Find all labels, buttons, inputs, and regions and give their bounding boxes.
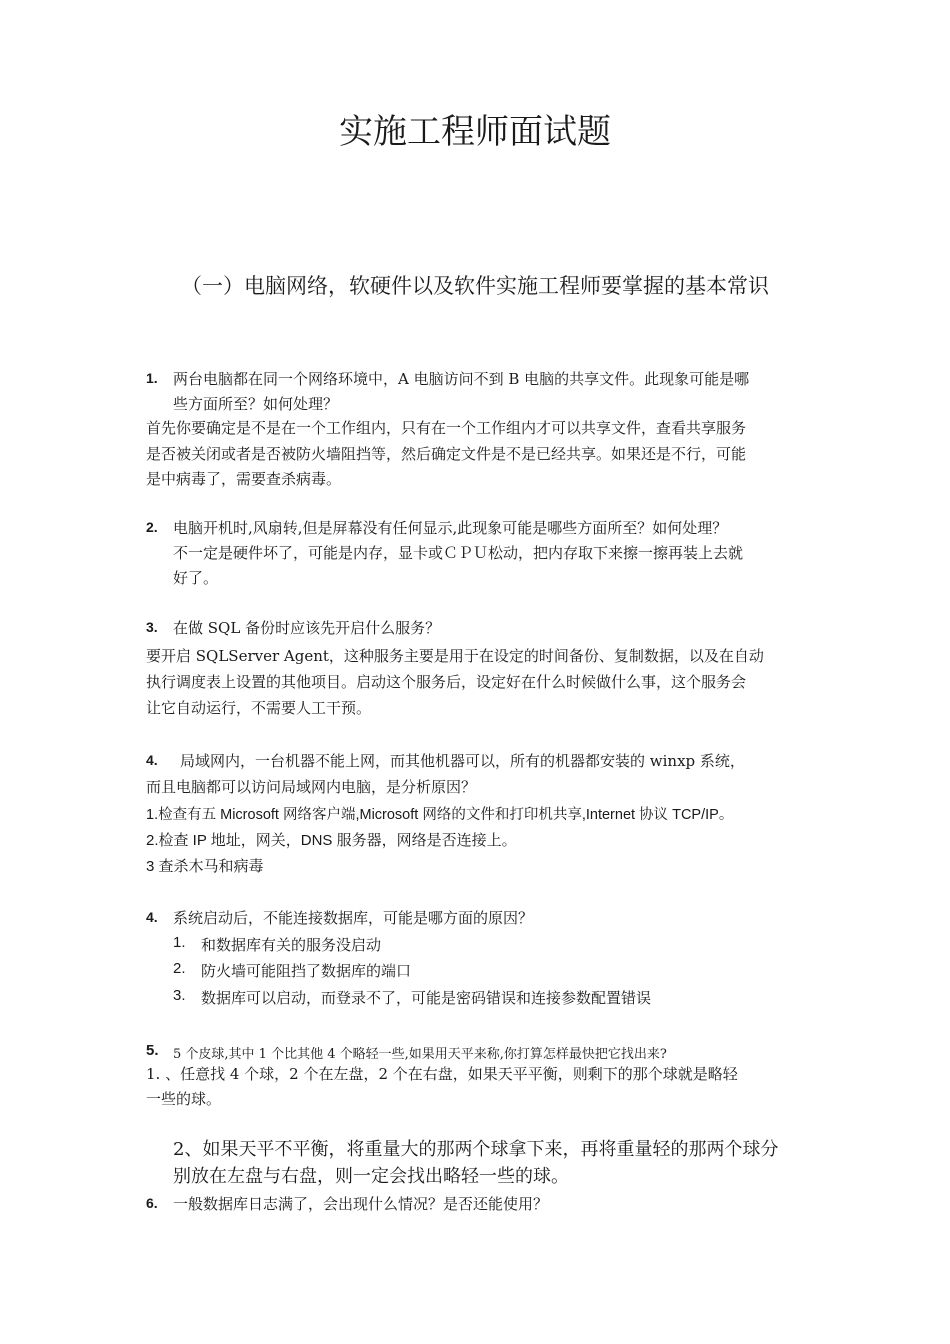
question-text: 在做 SQL 备份时应该先开启什么服务？ <box>173 619 441 637</box>
question-number: 4. <box>146 752 158 768</box>
list-item: 数据库可以启动，而登录不了，可能是密码错误和连接参数配置错误 <box>201 989 652 1007</box>
answer-line: 要开启 SQLServer Agent，这种服务主要是用于在设定的时间备份、复制数据，以及在自动 <box>146 647 764 665</box>
question-number: 1. <box>146 370 158 386</box>
question-text: 5 个皮球,其中 1 个比其他 4 个略轻一些,如果用天平来称,你打算怎样最快把它找出来? <box>173 1047 667 1062</box>
question-number: 6. <box>146 1195 158 1211</box>
question-text: 两台电脑都在同一个网络环境中，A 电脑访问不到 B 电脑的共享文件。此现象可能是哪 <box>173 370 750 388</box>
answer-line: 不一定是硬件坏了，可能是内存，显卡或ＣＰＵ松动，把内存取下来擦一擦再装上去就 <box>173 544 744 562</box>
question-text: 些方面所至？如何处理？ <box>173 395 339 413</box>
question-number: 2. <box>146 519 158 535</box>
question-text: 而且电脑都可以访问局域网内电脑，是分析原因？ <box>146 778 477 796</box>
question-number: 3. <box>146 619 158 635</box>
answer-line: 执行调度表上设置的其他项目。启动这个服务后，设定好在什么时候做什么事，这个服务会 <box>146 673 747 691</box>
answer-line: 2.检查 IP 地址，网关，DNS 服务器，网络是否连接上。 <box>146 832 517 849</box>
list-item: 和数据库有关的服务没启动 <box>201 936 382 954</box>
question-number: 4. <box>146 909 158 925</box>
document-title: 实施工程师面试题 <box>339 112 611 152</box>
answer-line: 是否被关闭或者是否被防火墙阻挡等，然后确定文件是不是已经共享。如果还是不行，可能 <box>146 445 747 463</box>
list-item-number: 3. <box>173 987 186 1004</box>
answer-line: 好了。 <box>173 569 219 587</box>
answer-line: 让它自动运行，不需要人工干预。 <box>146 699 372 717</box>
answer-line: 1. 、任意找 4 个球，2 个在左盘，2 个在右盘，如果天平平衡，则剩下的那个球就是略轻 <box>146 1065 738 1083</box>
question-text: 局域网内，一台机器不能上网，而其他机器可以，所有的机器都安装的 winxp 系统， <box>180 752 745 770</box>
section-title: （一）电脑网络，软硬件以及软件实施工程师要掌握的基本常识 <box>181 274 769 298</box>
answer-line: 首先你要确定是不是在一个工作组内，只有在一个工作组内才可以共享文件，查看共享服务 <box>146 419 747 437</box>
list-item-number: 1. <box>173 934 186 951</box>
list-item-number: 2. <box>173 960 186 977</box>
answer-line: 1.检查有五 Microsoft 网络客户端,Microsoft 网络的文件和打印机共享,Internet 协议 TCP/IP。 <box>146 807 734 823</box>
question-text: 系统启动后，不能连接数据库，可能是哪方面的原因？ <box>173 909 534 927</box>
answer-line: 2、如果天平不平衡，将重量大的那两个球拿下来，再将重量轻的那两个球分 <box>173 1139 779 1160</box>
answer-line: 是中病毒了，需要查杀病毒。 <box>146 470 342 488</box>
answer-line: 别放在左盘与右盘，则一定会找出略轻一些的球。 <box>173 1166 569 1187</box>
question-number: 5. <box>146 1042 159 1059</box>
question-text: 一般数据库日志满了，会出现什么情况？是否还能使用？ <box>173 1195 549 1213</box>
answer-line: 一些的球。 <box>146 1090 222 1108</box>
list-item: 防火墙可能阻挡了数据库的端口 <box>201 962 412 980</box>
answer-line: 3 查杀木马和病毒 <box>146 858 264 875</box>
question-text: 电脑开机时,风扇转,但是屏幕没有任何显示,此现象可能是哪些方面所至？如何处理？ <box>173 519 728 537</box>
